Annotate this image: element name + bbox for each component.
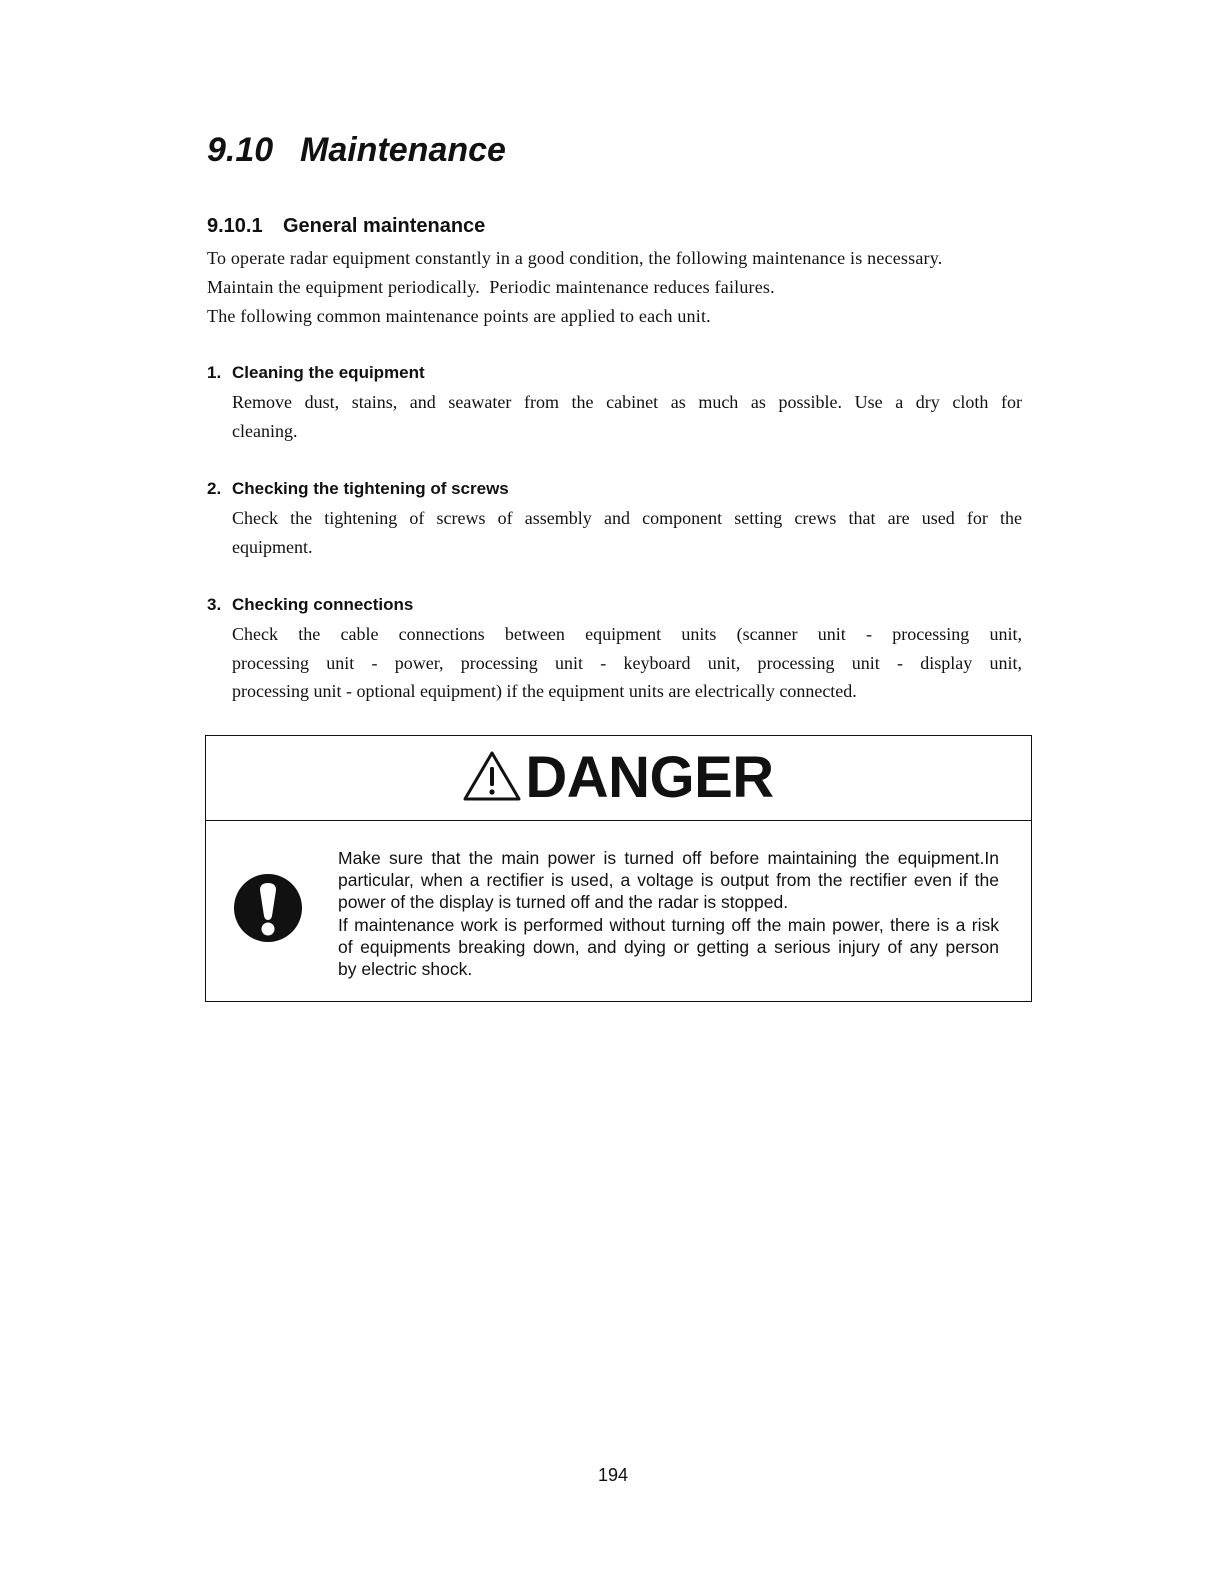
subsection-number: 9.10.1 (207, 215, 263, 237)
item-line: Check the cable connections between equipment units (scanner unit - processing unit, (232, 624, 1022, 644)
danger-title: DANGER (525, 745, 774, 810)
warning-triangle-icon (463, 750, 521, 802)
page-number: 194 (597, 1465, 629, 1485)
danger-line: particular, when a rectifier is used, a voltage is output from the rectifier even if the (338, 870, 999, 891)
maintenance-item (207, 594, 1022, 706)
danger-header (206, 736, 1031, 821)
item-heading (207, 594, 1022, 616)
danger-line: Make sure that the main power is turned off before maintaining the equipment.In (338, 848, 999, 868)
item-line: cleaning. (232, 420, 298, 441)
item-line: equipment. (232, 536, 313, 557)
subsection-title: General maintenance (283, 215, 486, 237)
intro-paragraph (207, 244, 1037, 331)
item-heading (207, 478, 1022, 500)
item-body (232, 620, 1022, 706)
intro-line: Maintain the equipment periodically. Periodic maintenance reduces failures. (207, 277, 775, 297)
item-number: 1. (207, 363, 222, 382)
intro-line: To operate radar equipment constantly in a good condition, the following maintenance is necessary. (207, 248, 943, 268)
section-number: 9.10 (207, 131, 274, 169)
item-title: Checking connections (232, 595, 414, 614)
danger-line: power of the display is turned off and the radar is stopped. (338, 892, 789, 913)
danger-notice-box (205, 735, 1032, 1002)
item-line: processing unit - optional equipment) if the equipment units are electrically connected. (232, 681, 857, 702)
danger-line: by electric shock. (338, 959, 473, 980)
item-body (232, 504, 1022, 561)
item-number: 2. (207, 479, 222, 498)
maintenance-item (207, 478, 1022, 561)
subsection-heading (207, 213, 485, 239)
maintenance-item (207, 362, 1022, 445)
item-title: Cleaning the equipment (232, 363, 425, 382)
item-number: 3. (207, 595, 222, 614)
item-line: processing unit - power, processing unit - keyboard unit, processing unit - display unit, (232, 652, 1022, 673)
exclamation-circle-icon (234, 874, 302, 942)
danger-line: of equipments breaking down, and dying or getting a serious injury of any person (338, 936, 999, 957)
danger-line: If maintenance work is performed without turning off the main power, there is a risk (338, 914, 999, 935)
intro-line: The following common maintenance points are applied to each unit. (207, 306, 711, 326)
item-line: Check the tightening of screws of assembly and component setting crews that are used for the (232, 508, 1022, 528)
item-heading (207, 362, 1022, 384)
item-title: Checking the tightening of screws (232, 479, 509, 498)
section-title: Maintenance (300, 131, 506, 169)
section-heading (207, 130, 506, 170)
item-line: Remove dust, stains, and seawater from the cabinet as much as possible. Use a dry cloth for (232, 392, 1022, 412)
danger-message (338, 847, 999, 980)
item-body (232, 388, 1022, 445)
